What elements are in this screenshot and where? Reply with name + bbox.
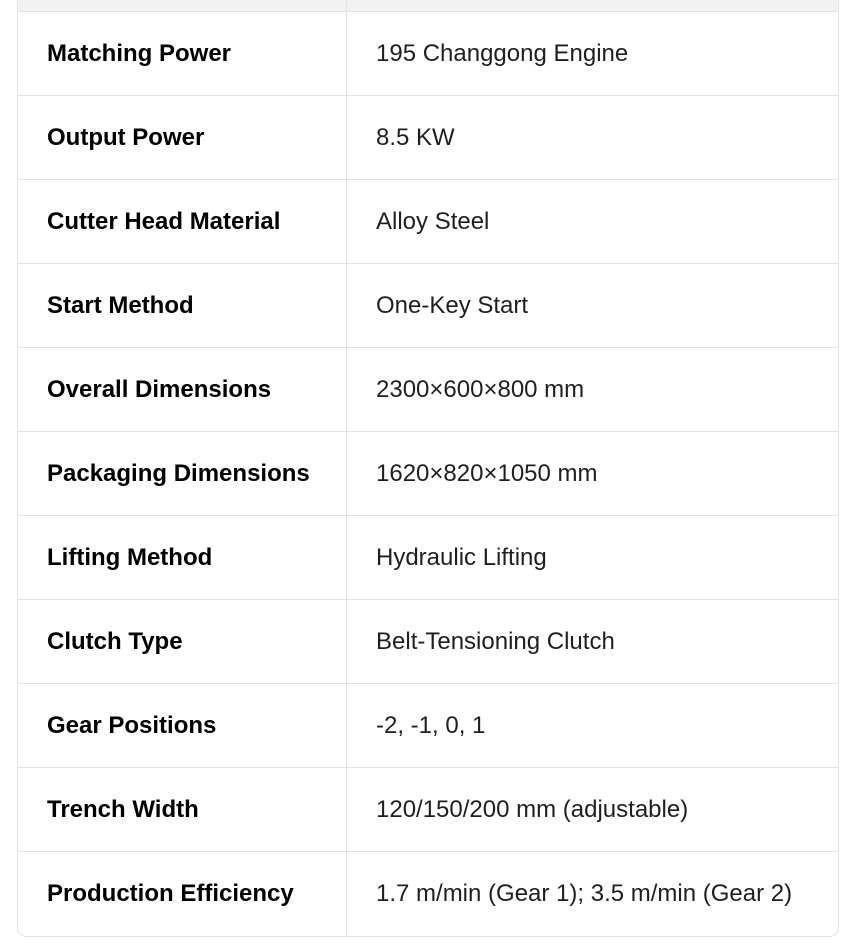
table-row xyxy=(18,432,838,516)
spec-value: Alloy Steel xyxy=(376,207,490,235)
table-header-row xyxy=(18,0,838,12)
spec-value: 1.7 m/min (Gear 1); 3.5 m/min (Gear 2) xyxy=(376,880,793,907)
spec-label: Lifting Method xyxy=(18,516,347,599)
spec-label: Gear Positions xyxy=(18,684,347,767)
spec-label: Start Method xyxy=(18,264,347,347)
table-row xyxy=(18,12,838,96)
table-row xyxy=(18,516,838,600)
spec-value: 195 Changgong Engine xyxy=(376,39,629,67)
spec-label: Packaging Dimensions xyxy=(18,432,347,515)
spec-value: 8.5 KW xyxy=(376,123,455,151)
table-row xyxy=(18,348,838,432)
spec-label: Trench Width xyxy=(18,768,347,851)
spec-label: Output Power xyxy=(18,96,347,179)
table-row xyxy=(18,96,838,180)
spec-value: One-Key Start xyxy=(376,291,529,319)
spec-value: Belt-Tensioning Clutch xyxy=(376,627,615,655)
table-header-cell-value xyxy=(347,0,838,11)
spec-value: -2, -1, 0, 1 xyxy=(376,711,486,739)
spec-value: 120/150/200 mm (adjustable) xyxy=(376,795,689,823)
table-row xyxy=(18,768,838,852)
table-row xyxy=(18,180,838,264)
spec-label: Overall Dimensions xyxy=(18,348,347,431)
spec-value: Hydraulic Lifting xyxy=(376,543,547,571)
spec-label: Clutch Type xyxy=(18,600,347,683)
spec-value: 2300×600×800 mm xyxy=(376,375,585,403)
spec-label: Production Efficiency xyxy=(18,852,347,936)
spec-value: 1620×820×1050 mm xyxy=(376,459,598,487)
spec-table xyxy=(17,0,839,937)
table-row xyxy=(18,264,838,348)
table-row xyxy=(18,852,838,936)
table-header-cell-key xyxy=(18,0,347,11)
table-row xyxy=(18,684,838,768)
spec-label: Cutter Head Material xyxy=(18,180,347,263)
table-row xyxy=(18,600,838,684)
spec-label: Matching Power xyxy=(18,12,347,95)
